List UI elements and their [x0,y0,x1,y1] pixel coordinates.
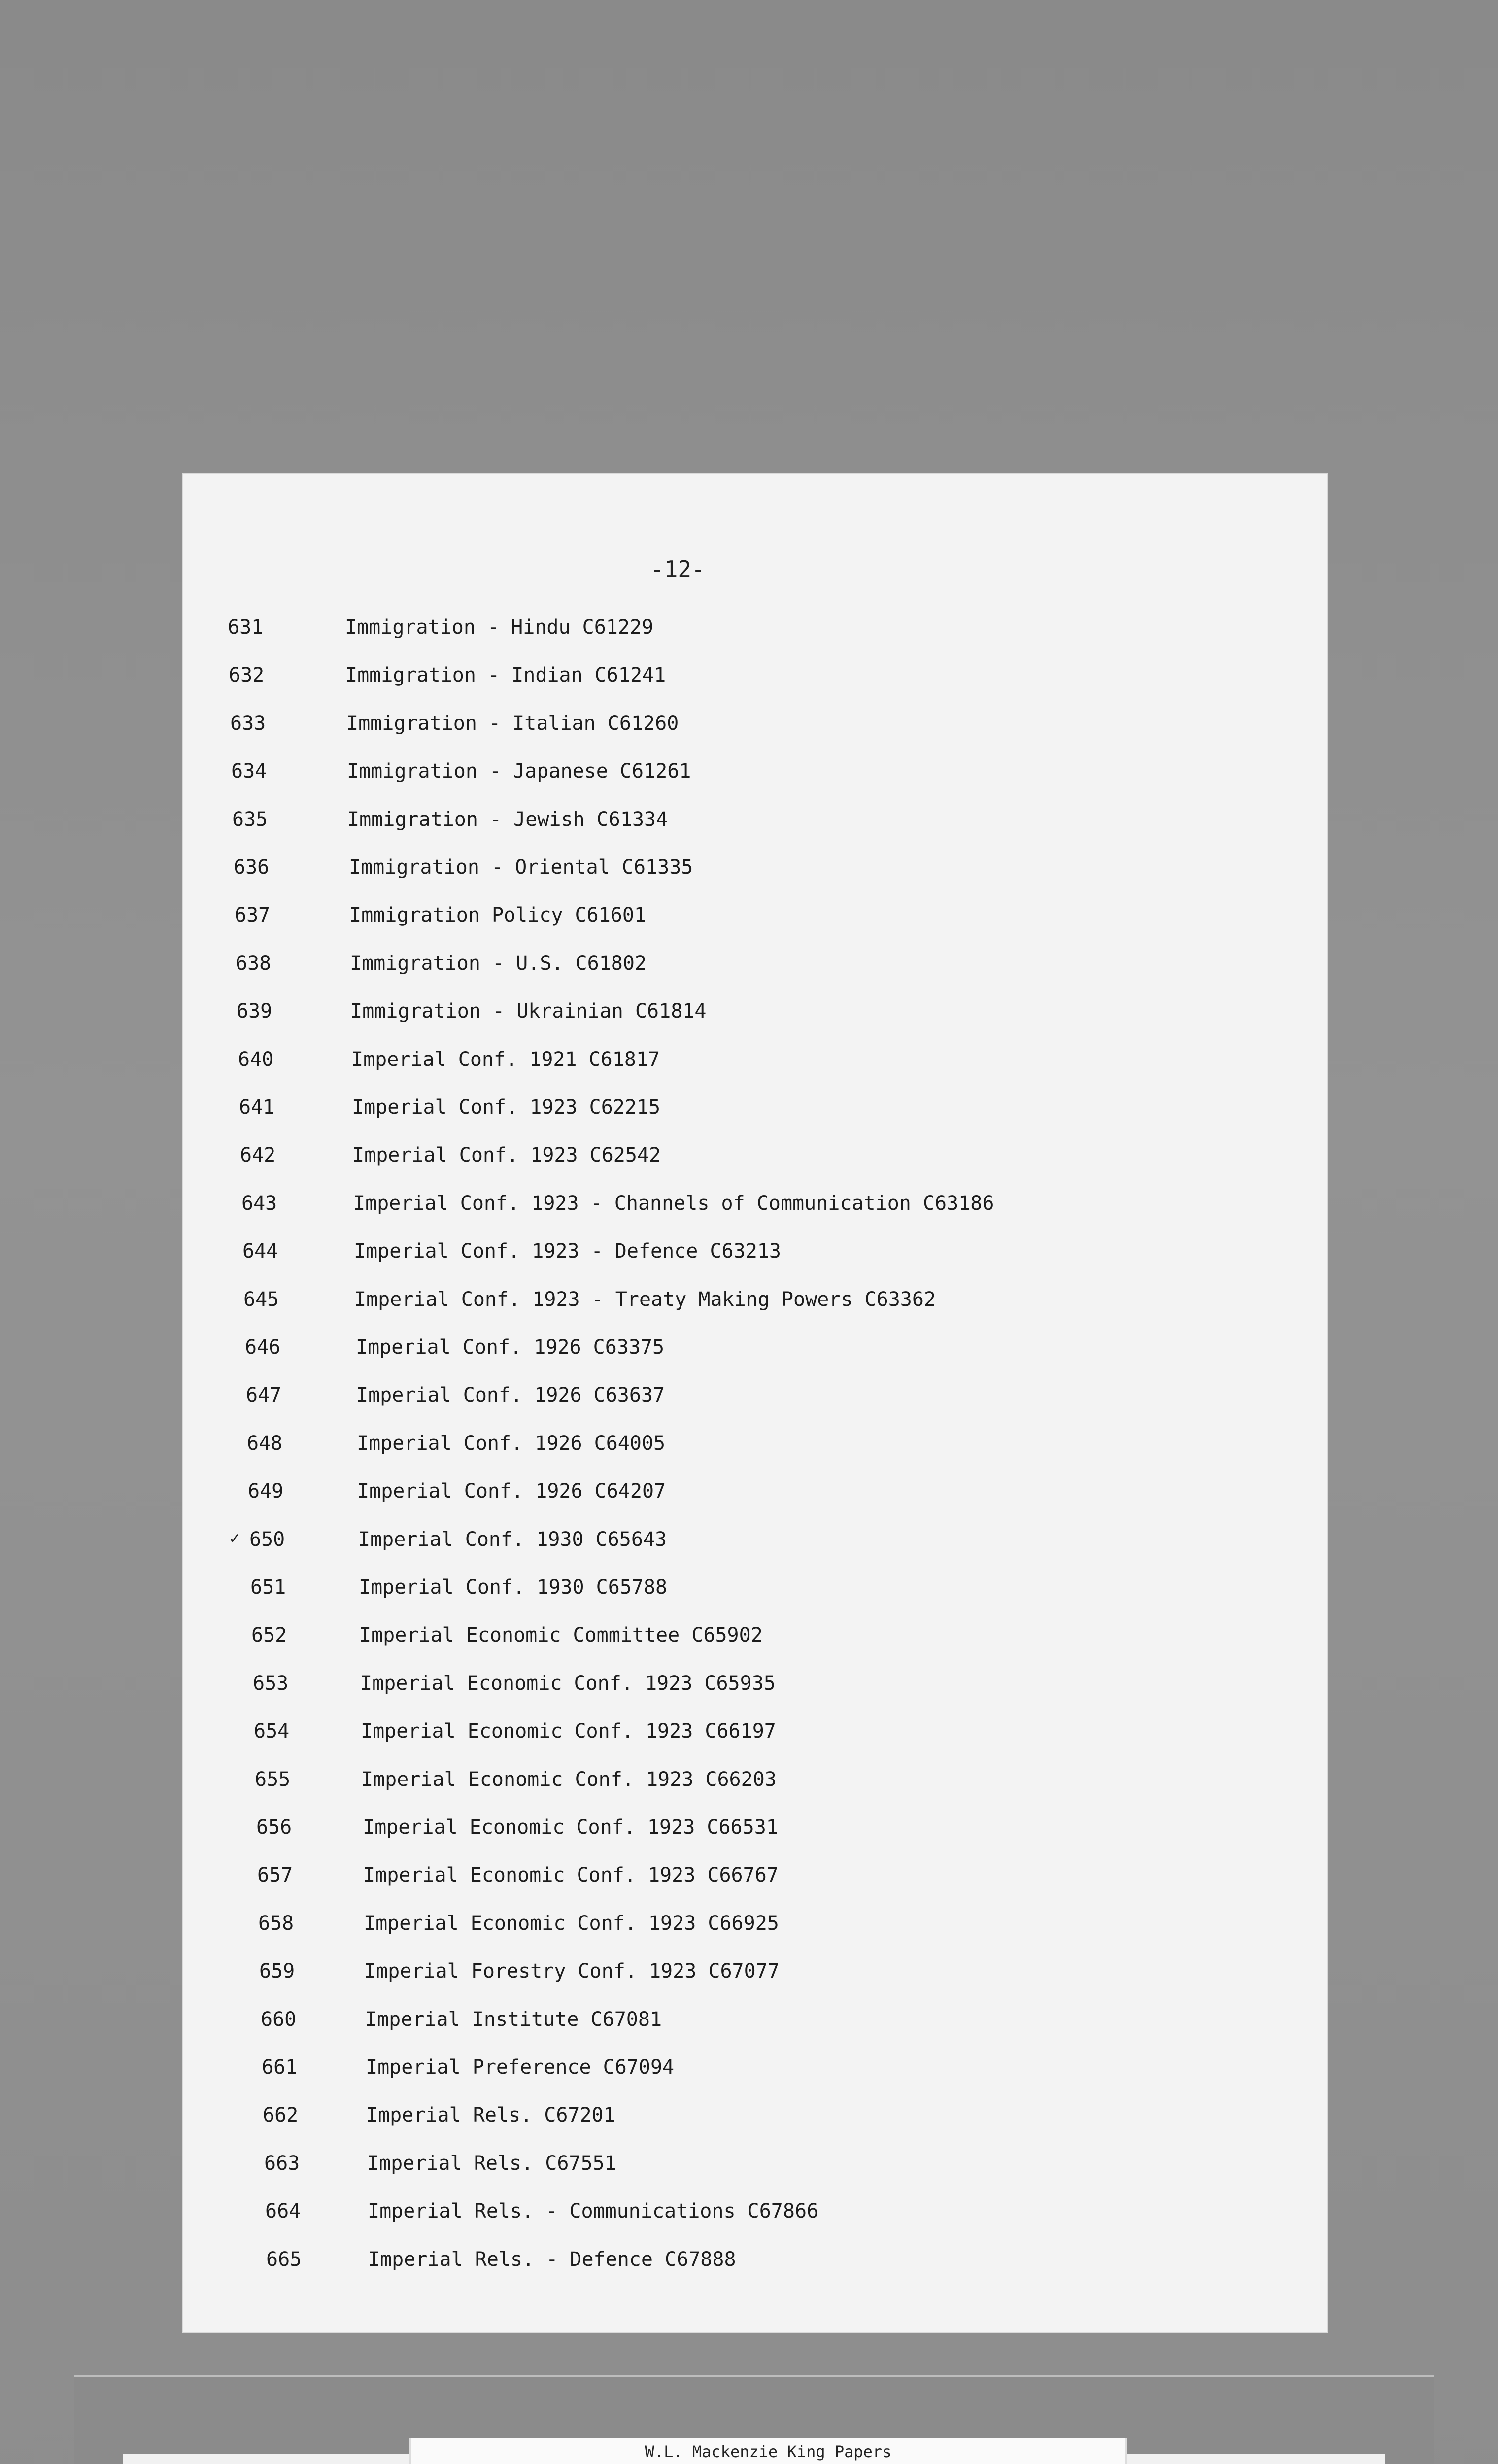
entry-text: Imperial Conf. 1926 C63637 [356,1384,665,1406]
entry-number: 636 [234,856,270,879]
entry-text: Imperial Conf. 1930 C65643 [358,1528,667,1551]
entry-text: Immigration - Indian C61241 [345,664,666,686]
entry-number: 642 [240,1144,276,1166]
entry-number: 632 [229,664,265,686]
entry-number: 633 [230,712,266,735]
entry-text: Immigration Policy C61601 [349,904,647,926]
entry-text: Imperial Rels. - Communications C67866 [368,2200,819,2223]
entry-text: Imperial Conf. 1930 C65788 [359,1576,668,1599]
entry-text: Immigration - Japanese C61261 [347,760,691,783]
entry-text: Imperial Rels. - Defence C67888 [368,2248,736,2271]
entry-text: Imperial Economic Conf. 1923 C66925 [364,1912,779,1935]
entry-number: 659 [259,1960,295,1983]
document-page [183,474,1327,2332]
entry-text: Imperial Conf. 1926 C63375 [356,1336,665,1359]
collection-title: W.L. Mackenzie King Papers [645,2442,892,2461]
entry-text: Imperial Conf. 1926 C64005 [357,1432,666,1455]
entry-text: Imperial Preference C67094 [366,2056,675,2079]
entry-number: 641 [239,1096,275,1119]
entry-number: 646 [245,1336,281,1359]
entry-text: Imperial Conf. 1923 C62215 [352,1096,661,1119]
entry-number: 650 [249,1528,285,1551]
entry-text: Imperial Economic Committee C65902 [359,1624,763,1646]
page-number: -12- [650,556,705,582]
entry-number: 645 [243,1288,279,1311]
entry-text: Imperial Rels. C67201 [366,2104,615,2126]
entry-text: Immigration - Italian C61260 [346,712,679,735]
entry-text: Imperial Economic Conf. 1923 C66197 [361,1720,776,1743]
entry-text: Immigration - Jewish C61334 [347,808,668,831]
entry-number: 643 [241,1192,277,1215]
entry-number: 647 [246,1384,282,1406]
entry-text: Imperial Conf. 1923 - Defence C63213 [354,1240,781,1263]
entry-number: 651 [250,1576,286,1599]
entry-number: 656 [256,1816,292,1839]
entry-number: 661 [262,2056,298,2079]
entry-text: Immigration - Hindu C61229 [345,616,654,639]
check-mark: ✓ [230,1528,240,1548]
entry-text: Imperial Conf. 1926 C64207 [357,1480,666,1503]
entry-number: 648 [247,1432,283,1455]
entry-number: 663 [264,2152,300,2175]
entry-number: 640 [238,1048,274,1071]
entry-number: 644 [242,1240,278,1263]
entry-number: 654 [254,1720,290,1743]
entry-text: Imperial Conf. 1923 - Channels of Communication C63186 [353,1192,994,1215]
entry-text: Imperial Conf. 1923 - Treaty Making Powers C63362 [354,1288,936,1311]
entry-number: 652 [251,1624,287,1646]
entry-number: 665 [266,2248,302,2271]
entry-number: 653 [253,1672,289,1695]
entry-text: Imperial Economic Conf. 1923 C66203 [361,1768,777,1791]
entry-text: Imperial Forestry Conf. 1923 C67077 [364,1960,780,1983]
entry-text: Immigration - Oriental C61335 [349,856,693,879]
entry-number: 634 [231,760,267,783]
entry-number: 637 [235,904,271,926]
entry-number: 638 [236,952,272,975]
entry-text: Imperial Economic Conf. 1923 C65935 [360,1672,776,1695]
entry-number: 631 [228,616,264,639]
entry-number: 655 [255,1768,291,1791]
entry-number: 657 [257,1864,293,1886]
entry-number: 662 [263,2104,299,2126]
entry-number: 664 [265,2200,301,2223]
entry-text: Imperial Economic Conf. 1923 C66531 [363,1816,778,1839]
entry-text: Immigration - U.S. C61802 [350,952,647,975]
entry-number: 635 [232,808,268,831]
entry-number: 649 [248,1480,284,1503]
entry-text: Imperial Conf. 1923 C62542 [352,1144,661,1166]
entry-text: Imperial Rels. C67551 [367,2152,616,2175]
entry-number: 639 [237,1000,272,1023]
entry-text: Imperial Economic Conf. 1923 C66767 [363,1864,779,1886]
entry-text: Immigration - Ukrainian C61814 [350,1000,707,1023]
entry-number: 660 [261,2008,297,2031]
entry-text: Imperial Conf. 1921 C61817 [351,1048,660,1071]
collection-label [409,2438,1127,2464]
entry-number: 658 [258,1912,294,1935]
entry-text: Imperial Institute C67081 [365,2008,662,2031]
